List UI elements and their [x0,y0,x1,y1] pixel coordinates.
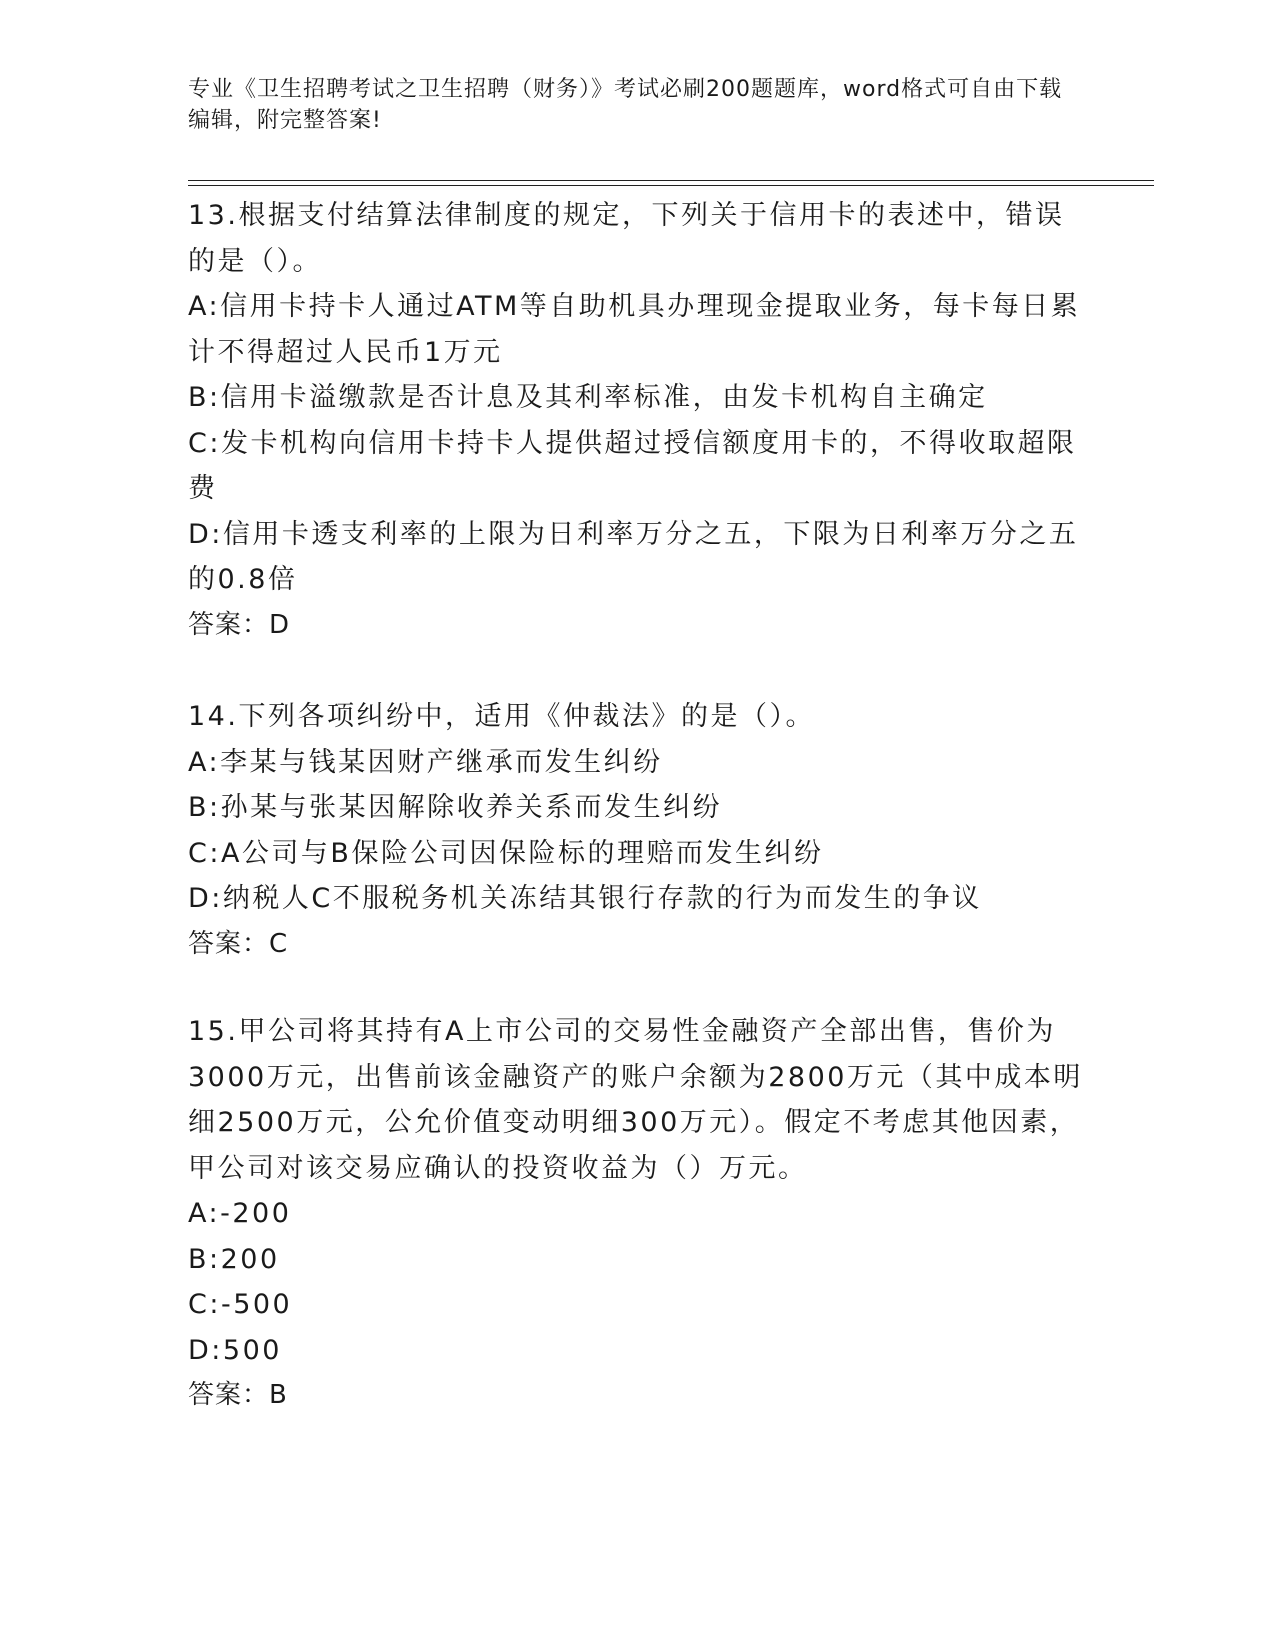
answer-line: 答案：D [188,609,291,640]
option-d: D:500 [188,1334,282,1366]
option-a: A:-200 [188,1198,292,1229]
option-d: D:信用卡透支利率的上限为日利率万分之五，下限为日利率万分之五的0.8倍 [188,518,1079,595]
option-d: D:纳税人C不服税务机关冻结其银行存款的行为而发生的争议 [188,883,982,914]
option-c: C:发卡机构向信用卡持卡人提供超过授信额度用卡的，不得收取超限费 [188,427,1077,504]
option-b: B:孙某与张某因解除收养关系而发生纠纷 [188,792,723,823]
question-13 [188,193,1088,648]
question-stem: 14.下列各项纠纷中，适用《仲裁法》的是（）。 [188,701,815,732]
question-14 [188,694,1088,967]
question-stem: 13.根据支付结算法律制度的规定，下列关于信用卡的表述中，错误的是（）。 [188,200,1065,277]
answer-line: 答案：B [188,1380,288,1410]
question-15 [188,1009,1088,1419]
option-b: B:信用卡溢缴款是否计息及其利率标准，由发卡机构自主确定 [188,382,988,413]
header-divider-bottom [188,185,1154,186]
header-divider-top [188,180,1154,181]
option-a: A:李某与钱某因财产继承而发生纠纷 [188,746,663,778]
option-c: C:A公司与B保险公司因保险标的理赔而发生纠纷 [188,837,824,869]
answer-line: 答案：C [188,928,289,959]
question-stem: 15.甲公司将其持有A上市公司的交易性金融资产全部出售，售价为3000万元，出售前该金融资产的账户余额为2800万元（其中成本明细2500万元，公允价值变动明细300万元）。假定不考虑其他因素，甲公司对该交易应确认的投资收益为（）万元。 [188,1016,1083,1184]
option-c: C:-500 [188,1289,293,1320]
document-header: 专业《卫生招聘考试之卫生招聘（财务）》考试必刷200题题库，word格式可自由下载编辑，附完整答案! [188,77,1063,133]
option-a: A:信用卡持卡人通过ATM等自助机具办理现金提取业务，每卡每日累计不得超过人民币1万元 [188,291,1081,368]
option-b: B:200 [188,1243,280,1275]
